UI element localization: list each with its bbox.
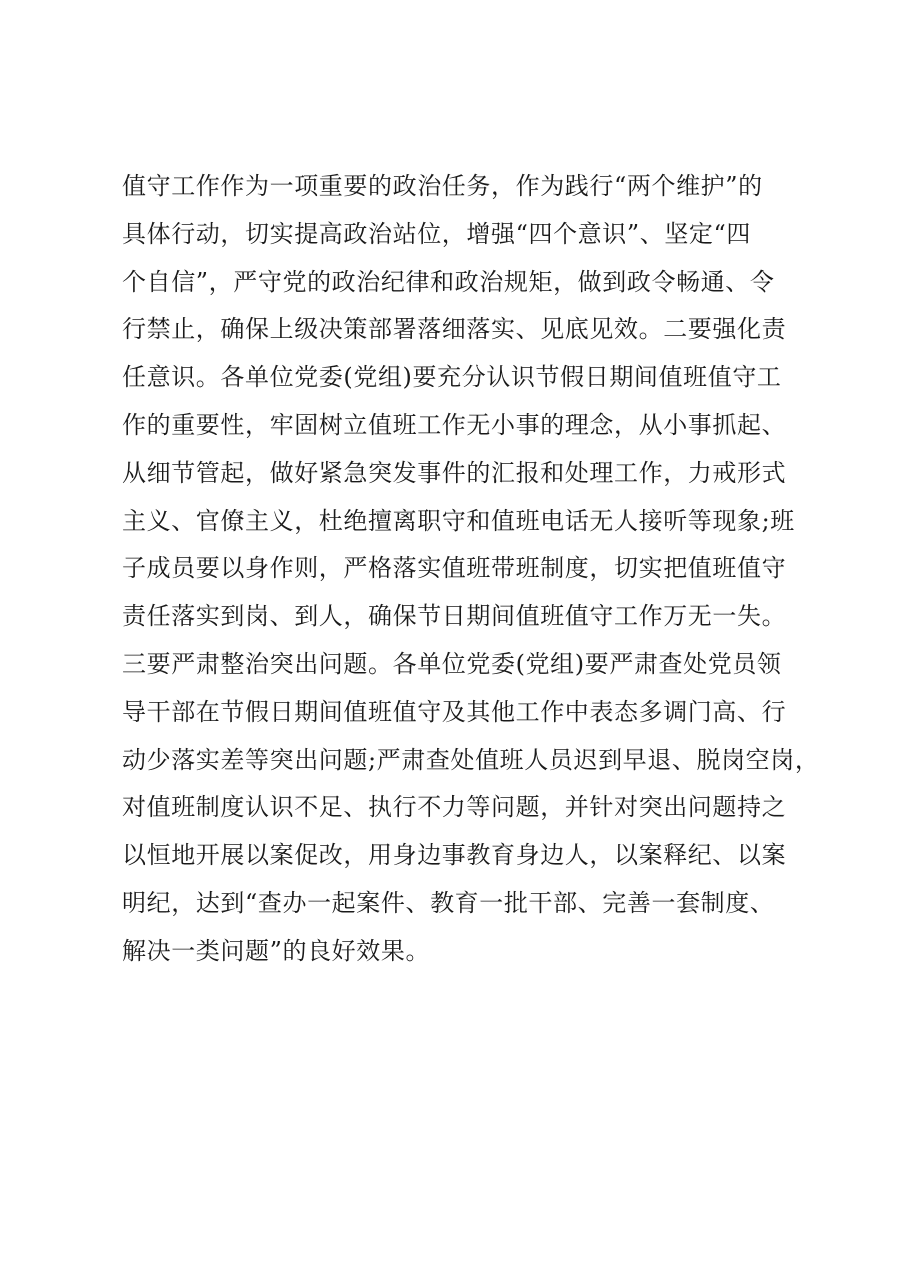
text-line: 责任落实到岗、到人，确保节日期间值班值守工作万无一失。 xyxy=(122,602,787,631)
text-line: 导干部在节假日期间值班值守及其他工作中表态多调门高、行 xyxy=(122,697,787,726)
text-line: 对值班制度认识不足、执行不力等问题，并针对突出问题持之 xyxy=(122,793,787,822)
text-line: 具体行动，切实提高政治站位，增强“四个意识”、坚定“四 xyxy=(122,219,752,248)
body-paragraph xyxy=(122,163,822,976)
text-line: 值守工作作为一项重要的政治任务，作为践行“两个维护”的 xyxy=(122,172,763,200)
text-line: 以恒地开展以案促改，用身边事教育身边人，以案释纪、以案 xyxy=(122,841,787,870)
text-line: 作的重要性，牢固树立值班工作无小事的理念，从小事抓起、 xyxy=(122,410,787,439)
text-line: 三要严肃整治突出问题。各单位党委(党组)要严肃查处党员领 xyxy=(122,649,782,678)
text-line: 主义、官僚主义，杜绝擅离职守和值班电话无人接听等现象;班 xyxy=(122,506,795,535)
text-line: 明纪，达到“查办一起案件、教育一批干部、完善一套制度、 xyxy=(122,888,775,917)
text-line: 解决一类问题”的良好效果。 xyxy=(122,936,431,965)
text-line: 从细节管起，做好紧急突发事件的汇报和处理工作，力戒形式 xyxy=(122,458,787,487)
text-line: 个自信”，严守党的政治纪律和政治规矩，做到政令畅通、令 xyxy=(122,267,775,296)
text-line: 任意识。各单位党委(党组)要充分认识节假日期间值班值守工 xyxy=(122,363,782,392)
text-line: 动少落实差等突出问题;严肃查处值班人员迟到早退、脱岗空岗， xyxy=(122,745,820,774)
text-line: 行禁止，确保上级决策部署落细落实、见底见效。二要强化责 xyxy=(122,315,787,344)
text-line: 子成员要以身作则，严格落实值班带班制度，切实把值班值守 xyxy=(122,554,787,583)
